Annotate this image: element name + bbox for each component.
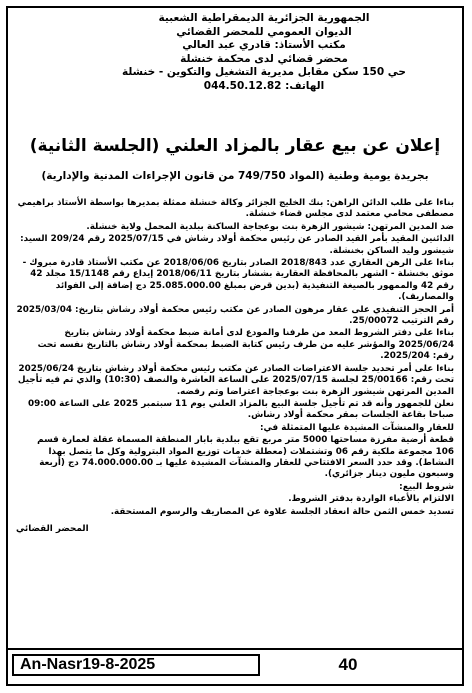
paragraph-seizure-order: أمر الحجز التنفيذي على عقار مرهون الصادر عن مكتب رئيس محكمة أولاد رشاش بتاريخ: 2025/03/04 رقم الترتيب 25/00072.: [16, 304, 454, 327]
page-number: 40: [338, 655, 358, 674]
header-line-office: الديوان العمومي للمحضر القضائي: [176, 25, 352, 38]
paragraph-sale-conditions-heading: شروط البيع:: [399, 481, 454, 492]
notice-body: [16, 198, 454, 535]
header-line-bailiff-name: مكتب الأستاذ: قادري عبد العالي: [182, 39, 346, 51]
paragraph-registered-creditor: الدائنين المقيد بأمر القيد الصادر عن رئيس محكمة أولاد رشاش في 2025/07/15 رقم 209/24 السيد: شيشور وليد الساكن بخنشلة.: [20, 234, 454, 256]
header-line-court: محضر قضائي لدى محكمة خنشلة: [180, 52, 348, 65]
signature: المحضر القضائي: [16, 523, 89, 534]
header-line-address: حي 150 سكن مقابل مديرية التشغيل والتكوين - خنشلة: [122, 66, 406, 78]
notice-subtitle: بجريدة يومية وطنية (المواد 749/750 من قانون الإجراءات المدنية والإدارية): [41, 170, 429, 182]
paragraph-condition-1: الالتزام بالأعباء الواردة بدفتر الشروط.: [288, 494, 454, 505]
paragraph-property-heading: للعقار والمنشآت المشيدة عليها المتمثلة في:: [260, 422, 454, 433]
header-line-phone: الهاتف: 044.50.12.82: [203, 79, 325, 92]
paragraph-auction-date: نعلن للجمهور وأنه قد تم تأجيل جلسة البيع بالمزاد العلني يوم 11 سبتمبر 2025 على الساعة 09:00 صباحا بقاعة الجلسات بمقر محكمة أولاد رشاش.: [28, 398, 454, 421]
header-line-republic: الجمهورية الجزائرية الديمقراطية الشعبية: [158, 12, 370, 24]
page-footer: [8, 648, 462, 684]
paragraph-creditor: بناءا على طلب الدائن الراهن: بنك الخليج الجزائر وكالة خنشلة ممثلة بمديرها بواسطة الأستاذ براهيمي مصطفى محامي معتمد لدى مجلس قضاء خنشلة.: [17, 198, 454, 220]
paragraph-mortgage: بناءا على الرهن العقاري عدد 2018/843 الصادر بتاريخ 2018/06/06 عن مكتب الأستاذ قادرة مبروك - موثق بخنشلة - الشهر بالمحافظة العقارية بششار بتاريخ 2018/06/11 إيداع رقم 15/1148 مجلد 42 رقم 42 والممهور بالصيغة التنفيذية (بدين قرض بمبلغ 25.085.000.00 دج إضافة إلى الفوائد والمصاريف).: [22, 258, 454, 303]
paragraph-condition-2: تسديد خمس الثمن حالة انعقاد الجلسة علاوة عن المصاريف والرسوم المستحقة.: [110, 506, 454, 517]
notice-page: [6, 6, 464, 686]
notice-title: إعلان عن بيع عقار بالمزاد العلني (الجلسة الثانية): [29, 136, 441, 156]
paragraph-objections: بناءا على أمر تحديد جلسة الاعتراضات الصادر عن مكتب رئيس محكمة أولاد رشاش بتاريخ 2025/06/24 تحت رقم: 25/00166 لجلسة 2025/07/15 على الساعة العاشرة والنصف (10:30) والذي تم فيه تأجيل المدين المرتهن شيشور الزهرة بنت بوعجاجة اعتراضا وتم رفضه.: [17, 363, 454, 397]
paragraph-debtor: ضد المدين المرتهن: شيشور الزهرة بنت بوعجاجة الساكنة ببلدية المحمل ولاية خنشلة.: [86, 221, 454, 232]
letterhead: [78, 12, 450, 93]
publication-label: An-Nasr19-8-2025: [12, 654, 260, 676]
paragraph-conditions-book: بناءا على دفتر الشروط المعد من طرفنا والمودع لدى أمانة ضبط محكمة أولاد رشاش بتاريخ 2025/06/24 والمؤشر عليه من طرف رئيس كتابة الضبط بمحكمة أولاد رشاش بالتاريخ نفسه تحت رقم: 2025/204.: [37, 328, 454, 362]
paragraph-property-description: قطعة أرضية مفرزة مساحتها 5000 متر مربع تقع ببلدية بابار المنطقة المسماة عقلة لعمارة قسم 106 مجموعة ملكية رقم 06 وتشتملات (معطلة خدمات توزيع المواد البترولية وكل ما يتصل بهذا النشاط). وقد حدد السعر الافتتاحي للعقار والمنشآت المشيدة عليها بـ 74.000.000.00 دج (أربعة وسبعون مليون دينار جزائري).: [37, 435, 454, 480]
